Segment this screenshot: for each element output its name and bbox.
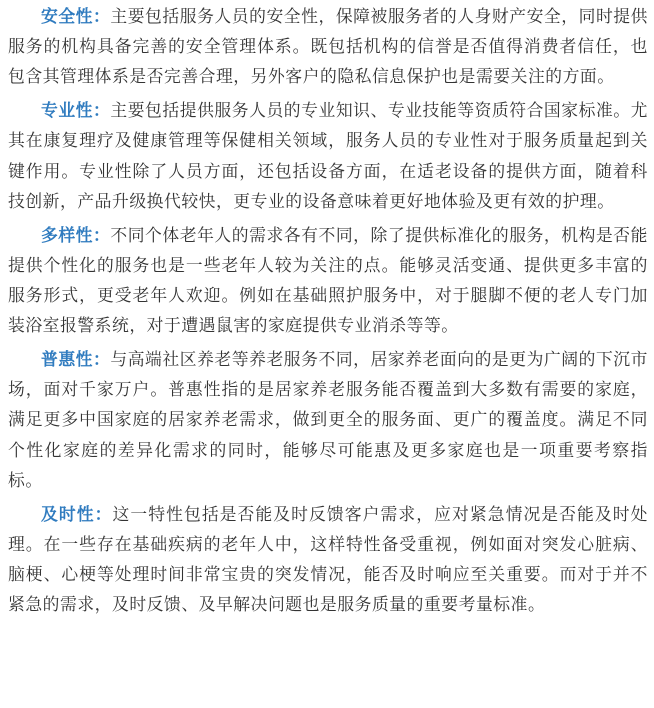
paragraph-safety: [8, 0, 648, 92]
term-colon: ：: [93, 100, 111, 121]
paragraph-text: 与高端社区养老等养老服务不同，居家养老面向的是更为广阔的下沉市场，面对千家万户。普惠性指的是居家养老服务能否覆盖到大多数有需要的家庭，满足更多中国家庭的居家养老需求，做到更全的服务面、更广的覆盖度。满足不同个性化家庭的差异化需求的同时，能够尽可能惠及更多家庭也是一项重要考察指标。: [8, 349, 648, 490]
term-colon: ：: [93, 6, 111, 26]
paragraph-professionalism: [8, 95, 648, 216]
term-inclusiveness: 普惠性: [41, 349, 94, 370]
term-diversity: 多样性: [41, 224, 94, 245]
term-colon: ：: [94, 503, 113, 524]
paragraph-text: 不同个体老年人的需求各有不同，除了提供标准化的服务，机构是否能提供个性化的服务也是一些老年人较为关注的点。能够灵活变通、提供更多丰富的服务形式，更受老年人欢迎。例如在基础照护服务中，对于腿脚不便的老人专门加装浴室报警系统，对于遭遇鼠害的家庭提供专业消杀等等。: [8, 224, 648, 336]
paragraph-text: 主要包括提供服务人员的专业知识、专业技能等资质符合国家标准。尤其在康复理疗及健康管理等保健相关领域，服务人员的专业性对于服务质量起到关键作用。专业性除了人员方面，还包括设备方面，在适老设备的提供方面，随着科技创新，产品升级换代较快，更专业的设备意味着更好地体验及更有效的护理。: [8, 100, 648, 211]
paragraph-inclusiveness: [8, 344, 648, 495]
paragraph-text: 这一特性包括是否能及时反馈客户需求，应对紧急情况是否能及时处理。在一些存在基础疾病的老年人中，这样特性备受重视，例如面对突发心脏病、脑梗、心梗等处理时间非常宝贵的突发情况，能否及时响应至关重要。而对于并不紧急的需求，及时反馈、及早解决问题也是服务质量的重要考量标准。: [8, 503, 648, 615]
paragraph-timeliness: [8, 499, 648, 620]
term-professionalism: 专业性: [41, 100, 94, 121]
term-safety: 安全性: [41, 6, 94, 26]
term-timeliness: 及时性: [41, 503, 95, 524]
paragraph-text: 主要包括服务人员的安全性，保障被服务者的人身财产安全，同时提供服务的机构具备完善的安全管理体系。既包括机构的信誉是否值得消费者信任，也包含其管理体系是否完善合理，另外客户的隐私信息保护也是需要关注的方面。: [8, 6, 648, 87]
paragraph-diversity: [8, 220, 648, 341]
term-colon: ：: [93, 349, 111, 370]
term-colon: ：: [93, 224, 111, 245]
